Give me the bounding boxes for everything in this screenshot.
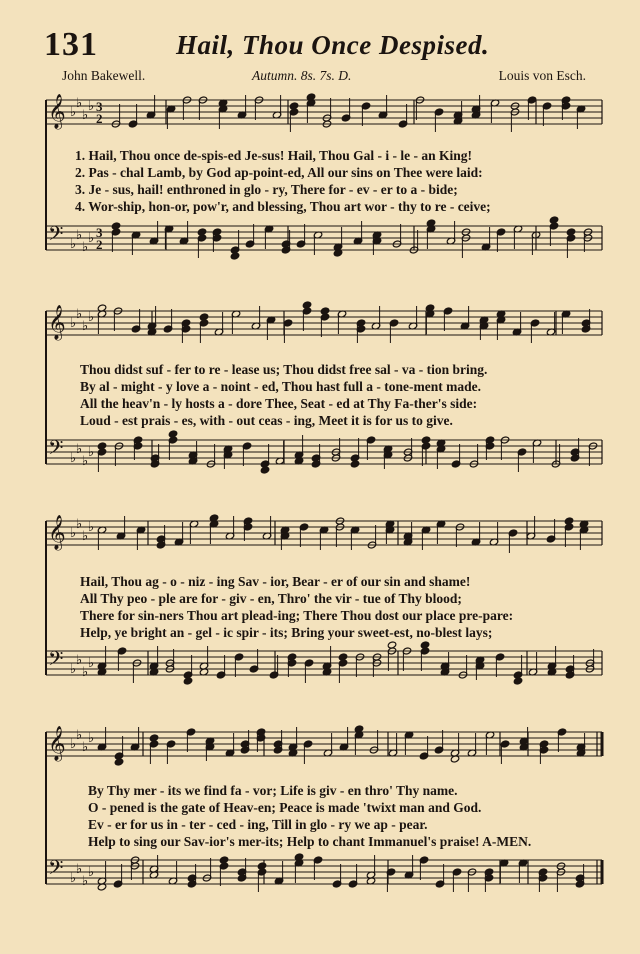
lyric-verse-3: There for sin-ners Thou art plead-ing; There Thou dost our place pre-pare: (80, 608, 514, 623)
author-credit: John Bakewell. (62, 68, 146, 83)
note-head (549, 216, 558, 224)
note-head (111, 222, 120, 230)
bass-clef-icon: 𝄢 (48, 436, 64, 464)
note-head (97, 442, 106, 450)
note-head (513, 677, 522, 685)
flat-icon: ♭ (82, 319, 89, 334)
flat-icon: ♭ (82, 740, 89, 755)
composer-credit: Louis von Esch. (498, 68, 586, 83)
note-head (350, 460, 359, 468)
flat-icon: ♭ (88, 99, 95, 114)
bass-clef-icon: 𝄢 (48, 647, 64, 675)
flat-icon: ♭ (82, 108, 89, 123)
note-head (197, 228, 206, 236)
lyric-verse-1: 1. Hail, Thou once de-spis-ed Je-sus! Hail, Thou Gal - i - le - an King! (75, 148, 473, 163)
time-signature: 2 (96, 111, 103, 126)
flat-icon: ♭ (70, 316, 77, 331)
note-head (420, 641, 429, 649)
note-head (387, 641, 396, 649)
note-head (421, 436, 430, 444)
flat-icon: ♭ (70, 237, 77, 252)
flat-icon: ♭ (70, 662, 77, 677)
note-head (257, 862, 266, 870)
flat-icon: ♭ (76, 653, 83, 668)
bass-clef-icon: 𝄢 (48, 222, 64, 250)
lyric-verse-1: By Thy mer - its we find fa - vor; Life is giv - en thro' Thy name. (88, 783, 458, 798)
note-head (566, 228, 575, 236)
note-head (289, 102, 298, 110)
lyric-verse-2: O - pened is the gate of Heav-en; Peace is made 'twixt man and God. (88, 800, 482, 815)
flat-icon: ♭ (76, 228, 83, 243)
lyric-verse-3: All the heav'n - ly hosts a - dore Thee, Seat - ed at Thy Fa-ther's side: (80, 396, 478, 411)
time-signature: 3 (96, 225, 103, 240)
flat-icon: ♭ (70, 451, 77, 466)
lyric-verse-3: 3. Je - sus, hail! enthroned in glo - ry, There for - ev - er to a - bide; (75, 182, 458, 197)
note-head (149, 734, 158, 742)
lyric-verse-4: Help to sing our Sav-ior's mer-its; Help to chant Immanuel's praise! A-MEN. (88, 834, 532, 849)
flat-icon: ♭ (88, 731, 95, 746)
flat-icon: ♭ (76, 442, 83, 457)
flat-icon: ♭ (70, 871, 77, 886)
note-head (564, 517, 573, 525)
flat-icon: ♭ (88, 231, 95, 246)
flat-icon: ♭ (88, 520, 95, 535)
treble-clef-icon: 𝄞 (48, 726, 66, 761)
lyric-verse-4: Help, ye bright an - gel - ic spir - its; Bring your sweet-est, no-blest lays; (80, 625, 493, 640)
flat-icon: ♭ (82, 529, 89, 544)
note-head (183, 677, 192, 685)
hymn-number: 131 (44, 26, 98, 63)
bass-clef-icon: 𝄢 (48, 856, 64, 884)
note-head (219, 856, 228, 864)
note-head (199, 313, 208, 321)
time-signature: 3 (96, 99, 103, 114)
flat-icon: ♭ (76, 96, 83, 111)
lyric-verse-2: By al - might - y love a - noint - ed, Thou hast full a - tone-ment made. (80, 379, 482, 394)
flat-icon: ♭ (88, 310, 95, 325)
lyric-verse-2: All Thy peo - ple are for - giv - en, Thro' the vir - tue of Thy blood; (80, 591, 462, 606)
hymn-title: Hail, Thou Once Despised. (176, 30, 490, 60)
flat-icon: ♭ (82, 240, 89, 255)
flat-icon: ♭ (88, 865, 95, 880)
flat-icon: ♭ (76, 728, 83, 743)
flat-icon: ♭ (88, 656, 95, 671)
flat-icon: ♭ (76, 517, 83, 532)
treble-clef-icon: 𝄞 (48, 305, 66, 340)
note-head (168, 430, 177, 438)
flat-icon: ♭ (70, 526, 77, 541)
flat-icon: ♭ (82, 665, 89, 680)
lyric-verse-1: Hail, Thou ag - o - niz - ing Sav - ior, Bear - er of our sin and shame! (80, 574, 471, 589)
lyric-verse-1: Thou didst suf - fer to re - lease us; Thou didst free sal - va - tion bring. (80, 362, 488, 377)
flat-icon: ♭ (82, 454, 89, 469)
note-head (260, 466, 269, 474)
note-head (230, 252, 239, 260)
tune-meter: Autumn. 8s. 7s. D. (252, 68, 352, 83)
note-head (114, 758, 123, 766)
flat-icon: ♭ (70, 105, 77, 120)
lyric-verse-4: Loud - est prais - es, with - out ceas - ing, Meet it is for us to give. (80, 413, 453, 428)
note-head (302, 301, 311, 309)
flat-icon: ♭ (82, 874, 89, 889)
treble-clef-icon: 𝄞 (48, 94, 66, 129)
note-head (320, 307, 329, 315)
time-signature: 2 (96, 237, 103, 252)
flat-icon: ♭ (88, 445, 95, 460)
note-head (338, 653, 347, 661)
flat-icon: ♭ (76, 307, 83, 322)
treble-clef-icon: 𝄞 (48, 515, 66, 550)
lyric-verse-2: 2. Pas - chal Lamb, by God ap-point-ed, All our sins on Thee were laid: (75, 165, 483, 180)
flat-icon: ♭ (76, 862, 83, 877)
lyric-verse-3: Ev - er for us in - ter - ced - ing, Till in glo - ry we ap - pear. (88, 817, 428, 832)
flat-icon: ♭ (70, 737, 77, 752)
lyric-verse-4: 4. Wor-ship, hon-or, pow'r, and blessing, Thou art wor - thy to re - ceive; (75, 199, 491, 214)
